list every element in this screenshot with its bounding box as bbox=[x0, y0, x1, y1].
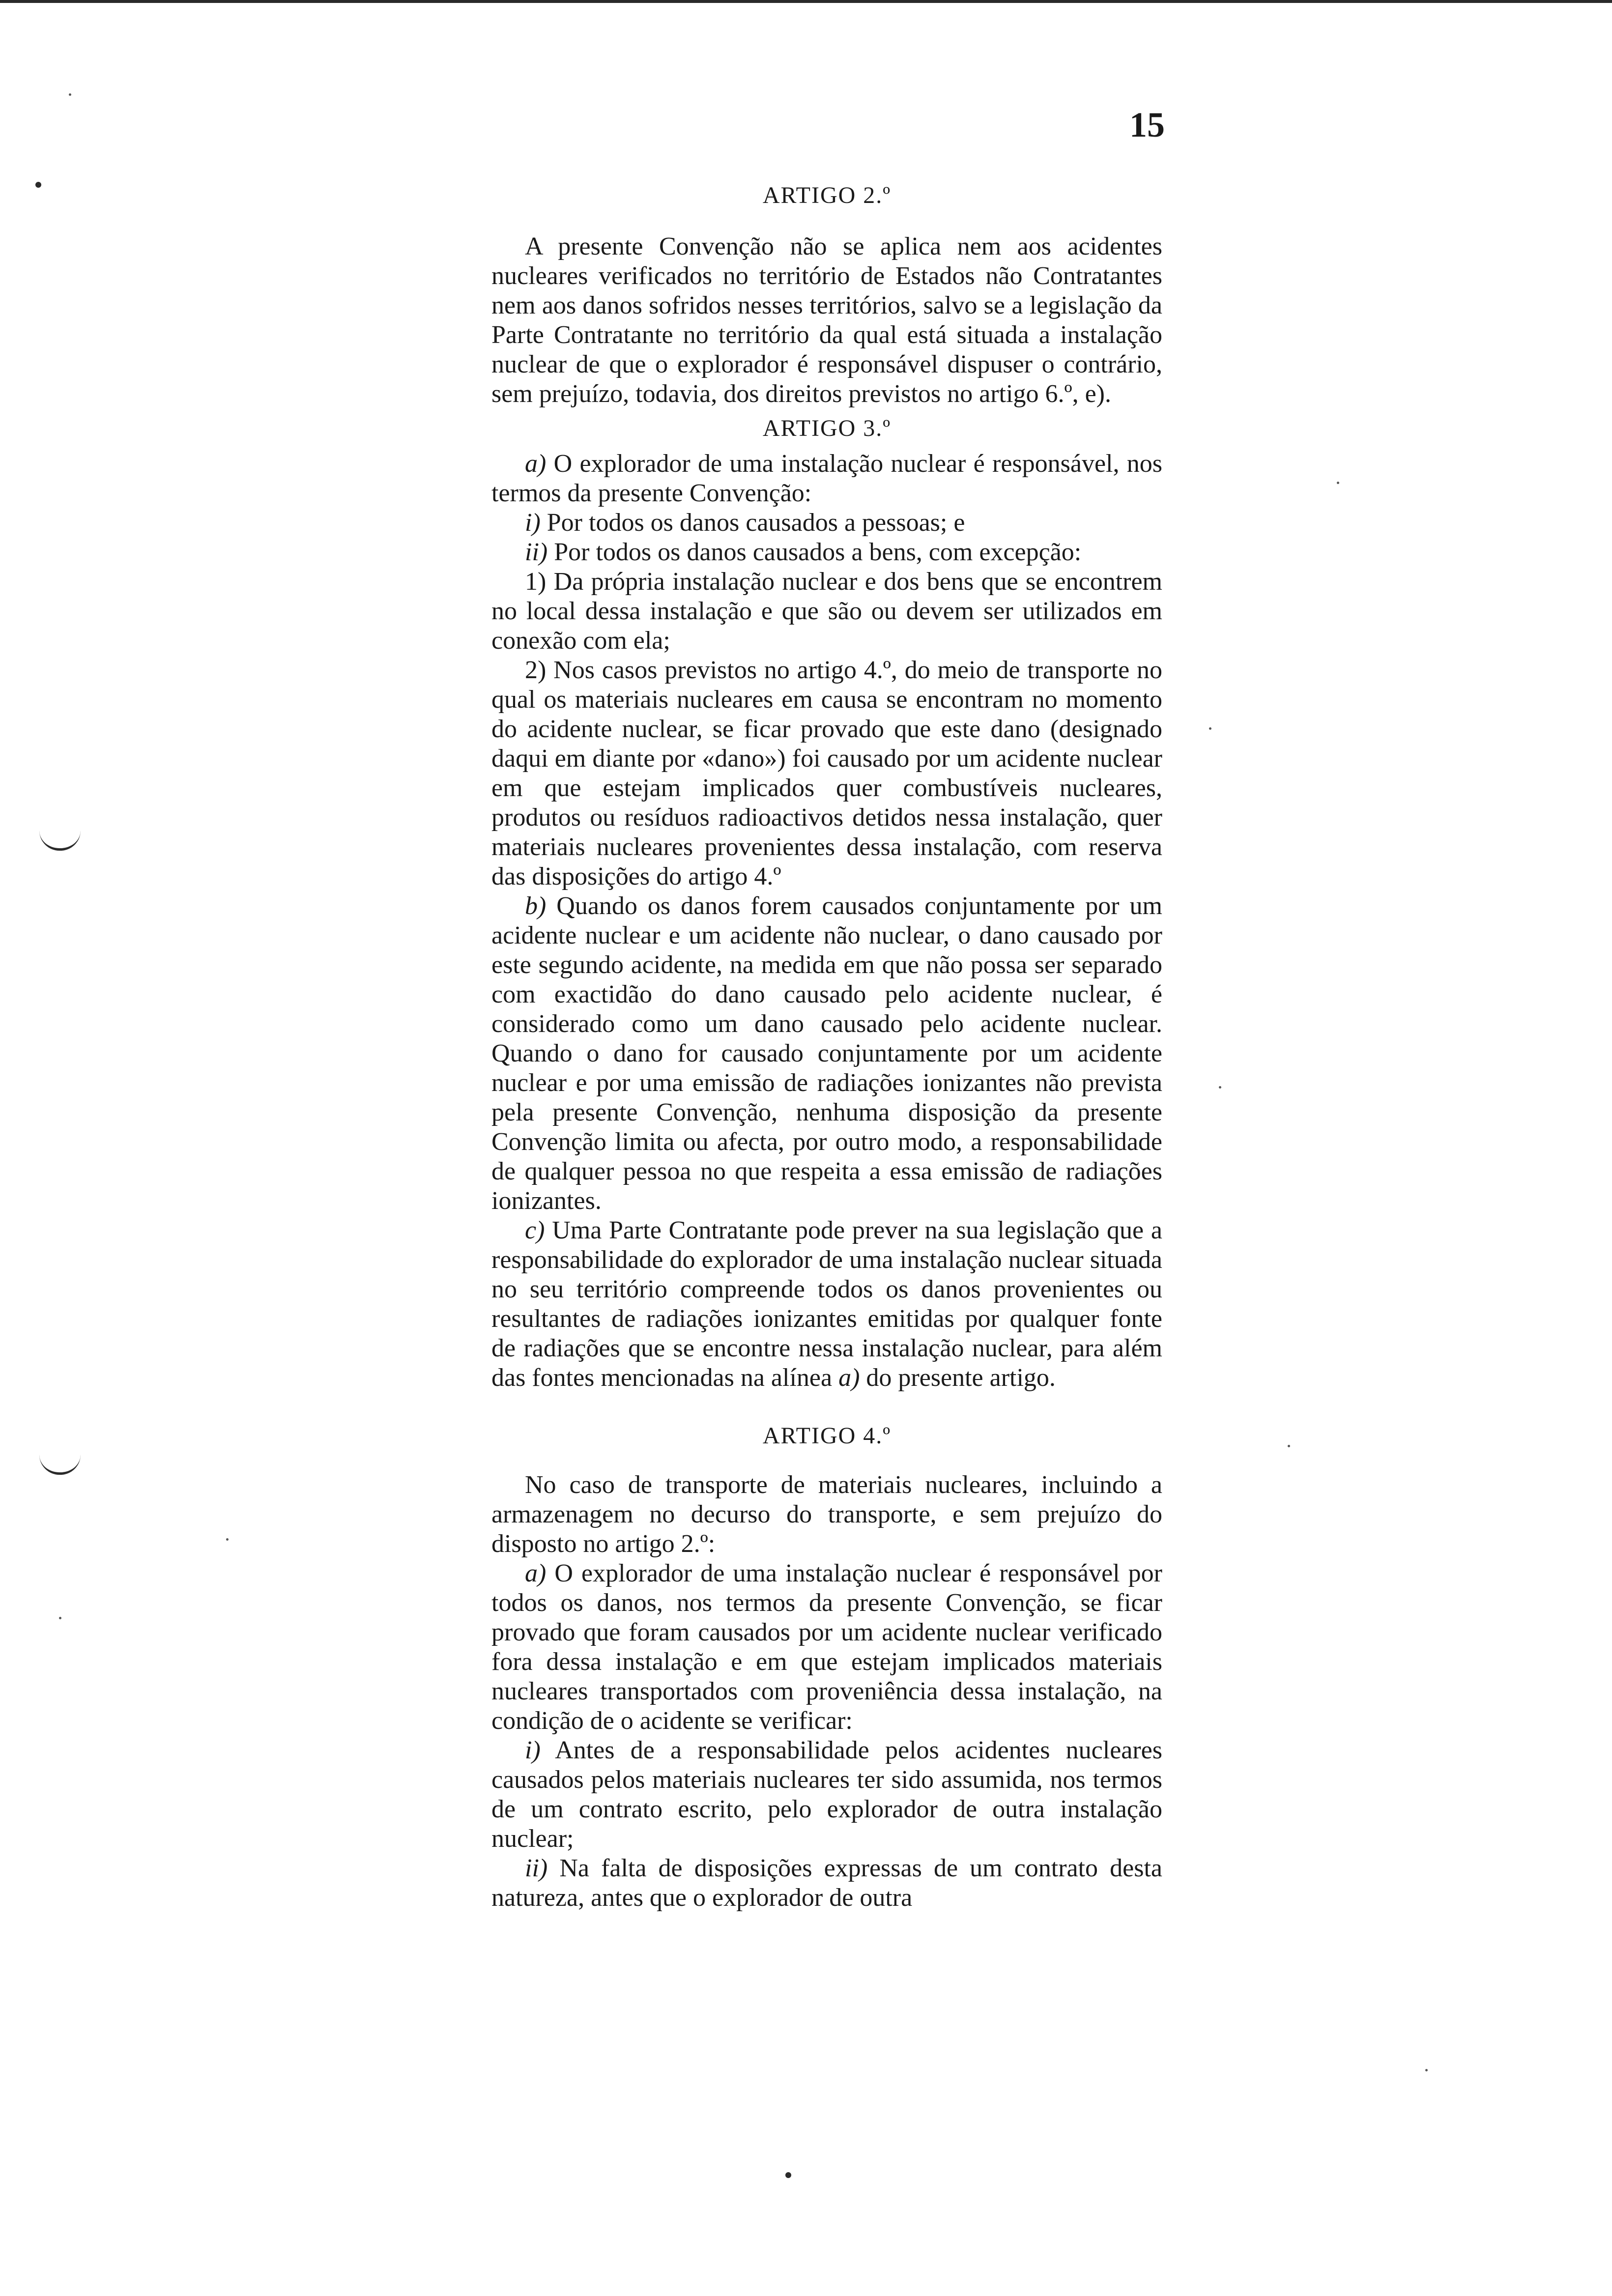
clause-a-label: a) bbox=[525, 450, 547, 478]
subclause-i-label: i) bbox=[525, 509, 541, 537]
article-4-heading: ARTIGO 4.º bbox=[762, 1423, 892, 1449]
scan-speck bbox=[59, 1617, 61, 1619]
article-3-subclause-i bbox=[491, 508, 1162, 538]
scan-speck bbox=[226, 1538, 229, 1541]
clause-c-text: Uma Parte Contratante pode prever na sua legislação que a responsabilidade do explorador de uma instalação nuclear situada no seu território compreende todos os danos provenientes ou resultantes de radiações ionizantes emitidas por qualquer fonte de radiações que se encontre nessa instalação nuclear, para além das fontes mencionadas na alínea bbox=[491, 1216, 1162, 1392]
article-3-item-1: 1) Da própria instalação nuclear e dos bens que se encontrem no local dessa instalação e que são ou devem ser utilizados em conexão com ela; bbox=[491, 568, 1162, 655]
scan-ink-spot bbox=[785, 2172, 791, 2178]
document-text-column bbox=[491, 181, 1162, 1913]
article-4-subclause-ii-label: ii) bbox=[525, 1854, 548, 1882]
clause-b-label: b) bbox=[525, 892, 547, 920]
article-4-subclause-i-text: Antes de a responsabilidade pelos acidentes nucleares causados pelos materiais nucleares ter sido assumida, nos termos de um contrato escrito, pelo explorador de outra instalação nuclear; bbox=[491, 1736, 1162, 1853]
article-4-clause-a-text: O explorador de uma instalação nuclear é responsável por todos os danos, nos termos da presente Convenção, se ficar provado que foram causados por um acidente nuclear verificado fora dessa instalação e em que estejam implicados materiais nucleares transportados com proveniência dessa instalação, na condição de o acidente se verificar: bbox=[491, 1559, 1162, 1735]
article-3-clause-c bbox=[491, 1216, 1162, 1393]
binding-curve-mark bbox=[39, 831, 81, 851]
article-4-clause-a-label: a) bbox=[525, 1559, 547, 1587]
clause-c-text-end: do presente artigo. bbox=[866, 1364, 1056, 1392]
scan-speck bbox=[1288, 1445, 1290, 1447]
scan-speck bbox=[1425, 2069, 1428, 2071]
scan-speck bbox=[1337, 482, 1339, 484]
clause-b-text: Quando os danos forem causados conjuntamente por um acidente nuclear e um acidente não nuclear, o dano causado por este segundo acidente, na medida em que não possa ser separado com exactidão do dano causado pelo acidente nuclear, é considerado como um dano causado pelo acidente nuclear. Quando o dano for causado conjuntamente por um acidente nuclear e por uma emissão de radiações ionizantes não prevista pela presente Convenção, nenhuma disposição da presente Convenção limita ou afecta, por outro modo, a responsabilidade de qualquer pessoa no que respeita a essa emissão de radiações ionizantes. bbox=[491, 892, 1162, 1215]
article-2-paragraph: A presente Convenção não se aplica nem aos acidentes nucleares verificados no território de Estados não Contratantes nem aos danos sofridos nesses territórios, salvo se a legislação da Parte Contratante no território da qual está situada a instalação nuclear de que o explorador é responsável dispuser o contrário, sem prejuízo, todavia, dos direitos previstos no artigo 6.º, e). bbox=[491, 232, 1162, 408]
subclause-ii-text: Por todos os danos causados a bens, com excepção: bbox=[554, 538, 1082, 566]
subclause-ii-label: ii) bbox=[525, 538, 548, 566]
article-4-subclause-ii-text: Na falta de disposições expressas de um contrato desta natureza, antes que o explorador de outra bbox=[491, 1854, 1163, 1912]
binding-hole-mark bbox=[35, 182, 41, 188]
binding-curve-mark bbox=[39, 1455, 81, 1475]
article-4-subclause-ii bbox=[491, 1854, 1162, 1913]
article-4-subclause-i bbox=[491, 1736, 1162, 1854]
article-3-clause-a bbox=[491, 449, 1162, 508]
scan-speck bbox=[1209, 727, 1211, 730]
clause-a-text: O explorador de uma instalação nuclear é responsável, nos termos da presente Convenção: bbox=[491, 450, 1162, 507]
article-4-intro: No caso de transporte de materiais nucleares, incluindo a armazenagem no decurso do transporte, e sem prejuízo do disposto no artigo 2.º: bbox=[491, 1471, 1162, 1558]
scan-speck bbox=[69, 93, 71, 96]
scan-speck bbox=[1219, 1086, 1221, 1089]
clause-c-reference: a) bbox=[838, 1364, 860, 1392]
article-2-heading: ARTIGO 2.º bbox=[762, 182, 892, 208]
clause-c-label: c) bbox=[525, 1216, 545, 1244]
article-3-subclause-ii bbox=[491, 538, 1162, 567]
article-4-clause-a bbox=[491, 1559, 1162, 1736]
article-3-clause-b bbox=[491, 891, 1162, 1216]
page-number: 15 bbox=[1129, 105, 1165, 144]
subclause-i-text: Por todos os danos causados a pessoas; e bbox=[547, 509, 965, 537]
article-3-heading: ARTIGO 3.º bbox=[762, 415, 892, 441]
article-3-item-2: 2) Nos casos previstos no artigo 4.º, do meio de transporte no qual os materiais nucleares em causa se encontram no momento do acidente nuclear, se ficar provado que este dano (designado daqui em diante por «dano») foi causado por um acidente nuclear em que estejam implicados quer combustíveis nucleares, produtos ou resíduos radioactivos detidos nessa instalação, quer materiais nucleares provenientes dessa instalação, com reserva das disposições do artigo 4.º bbox=[491, 656, 1162, 890]
top-border-rule bbox=[0, 0, 1612, 3]
article-4-subclause-i-label: i) bbox=[525, 1736, 541, 1764]
